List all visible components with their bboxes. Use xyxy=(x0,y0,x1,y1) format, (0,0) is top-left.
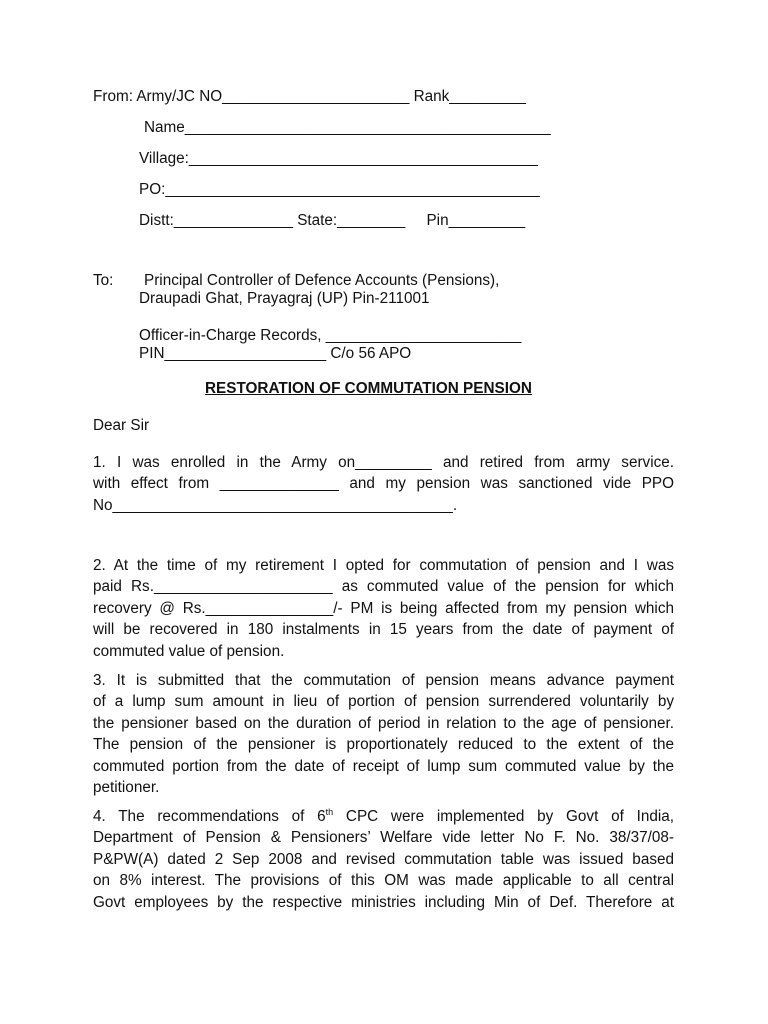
salutation: Dear Sir xyxy=(93,417,150,434)
paragraph-4-line-1 xyxy=(93,806,674,827)
paragraph-2-line-2: paid Rs._____________________ as commuted value of the pension for which xyxy=(93,578,674,596)
paragraph-4-line-2: Department of Pension & Pensioners’ Welfare vide letter No F. No. 38/37/08- xyxy=(93,829,674,847)
paragraph-3-line-4: The pension of the pensioner is proportionately reduced to the extent of the xyxy=(93,736,674,754)
paragraph-2-line-5: commuted value of pension. xyxy=(93,642,285,660)
document-heading: RESTORATION OF COMMUTATION PENSION xyxy=(205,380,532,397)
paragraph-2-line-1: 2. At the time of my retirement I opted for commutation of pension and I was xyxy=(93,557,674,574)
paragraph-2 xyxy=(93,555,674,662)
paragraph-2-line-3: recovery @ Rs._______________/- PM is being affected from my pension which xyxy=(93,599,674,617)
to-label: To: xyxy=(93,272,114,289)
to-address-line-2: Draupadi Ghat, Prayagraj (UP) Pin-211001 xyxy=(139,290,430,307)
paragraph-2-line-4: will be recovered in 180 instalments in 15 years from the date of payment of xyxy=(93,621,674,639)
paragraph-4-line-1-end: CPC were implemented by Govt of India, xyxy=(333,808,674,825)
to-address-line-1: Principal Controller of Defence Accounts (Pensions), xyxy=(144,272,500,289)
paragraph-3-line-2: of a lump sum amount in lieu of portion of pension surrendered voluntarily by xyxy=(93,693,674,711)
from-po-line: PO:____________________________________________ xyxy=(139,181,540,198)
paragraph-1-line-1: 1. I was enrolled in the Army on_________ and retired from army service. xyxy=(93,454,674,471)
from-army-jc-no-rank-line: From: Army/JC NO______________________ Rank_________ xyxy=(93,88,526,105)
to-records-line-1: Officer-in-Charge Records, _______________________ xyxy=(139,327,522,344)
paragraph-1 xyxy=(93,452,674,516)
paragraph-3-line-5: commuted portion from the date of receipt of lump sum commuted value by the xyxy=(93,757,674,775)
paragraph-3 xyxy=(93,670,674,798)
paragraph-4-line-4: on 8% interest. The provisions of this OM was made applicable to all central xyxy=(93,872,674,890)
paragraph-1-line-3: No________________________________________. xyxy=(93,496,458,514)
from-name-line: Name___________________________________________ xyxy=(144,119,551,136)
paragraph-4-line-5: Govt employees by the respective ministries including Min of Def. Therefore at xyxy=(93,893,674,911)
from-village-line: Village:_________________________________________ xyxy=(139,150,538,167)
to-records-line-2: PIN___________________ C/o 56 APO xyxy=(139,345,412,362)
paragraph-4-line-3: P&PW(A) dated 2 Sep 2008 and revised commutation table was issued based xyxy=(93,850,674,868)
from-distt-state-pin-line: Distt:______________ State:________ Pin_________ xyxy=(139,212,526,229)
paragraph-3-line-3: the pensioner based on the duration of period in relation to the age of pensioner. xyxy=(93,714,674,732)
paragraph-4 xyxy=(93,806,674,913)
paragraph-4-line-1-start: 4. The recommendations of 6 xyxy=(93,808,326,825)
paragraph-3-line-1: 3. It is submitted that the commutation of pension means advance payment xyxy=(93,672,674,689)
paragraph-4-superscript: th xyxy=(325,807,334,817)
paragraph-1-line-2: with effect from ______________ and my pension was sanctioned vide PPO xyxy=(93,475,674,493)
paragraph-3-line-6: petitioner. xyxy=(93,779,160,797)
